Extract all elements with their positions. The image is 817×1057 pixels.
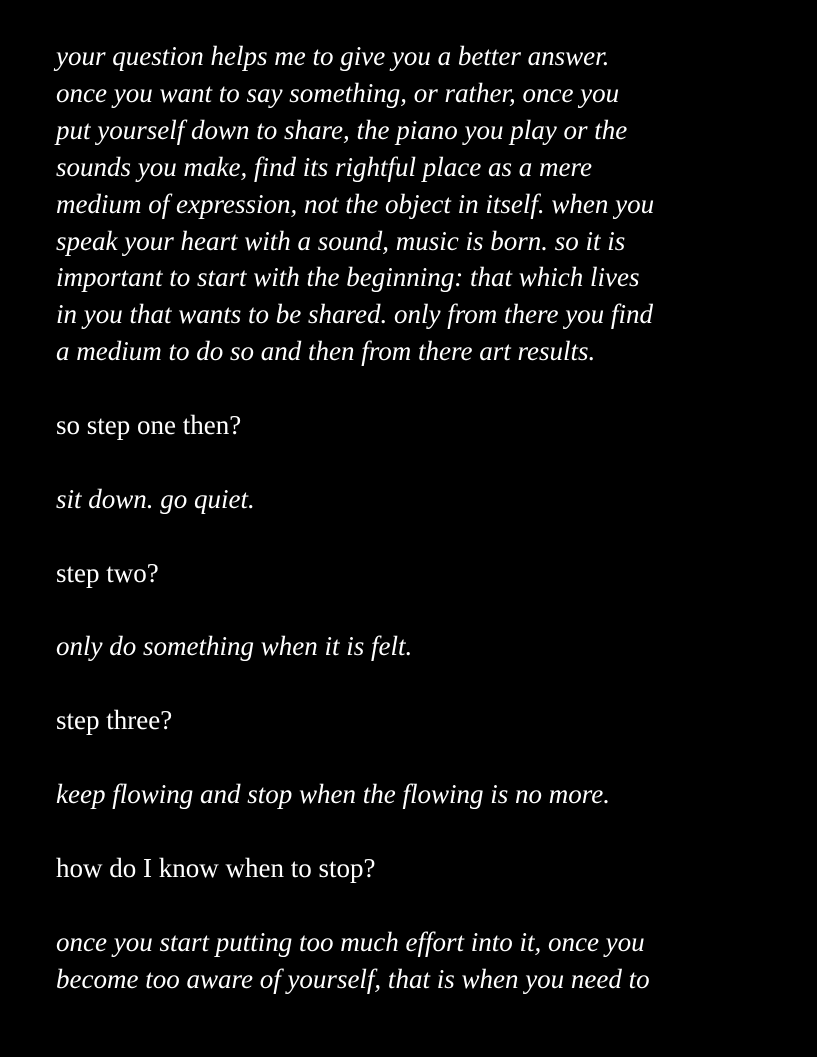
paragraph-gap xyxy=(56,739,796,776)
text-line: put yourself down to share, the piano you play or the xyxy=(56,114,628,145)
paragraph-gap xyxy=(56,813,796,850)
text-line: speak your heart with a sound, music is born. so it is xyxy=(56,225,626,256)
paragraph-gap xyxy=(56,665,796,702)
text-line: become too aware of yourself, that is when you need to xyxy=(56,963,650,994)
answer-paragraph-1 xyxy=(56,38,796,370)
question-step-two: step two? xyxy=(56,557,159,588)
question-when-to-stop: how do I know when to stop? xyxy=(56,852,376,883)
text-line: a medium to do so and then from there art results. xyxy=(56,336,596,367)
paragraph-gap xyxy=(56,592,796,629)
answer-step-one: sit down. go quiet. xyxy=(56,483,255,514)
text-line: your question helps me to give you a better answer. xyxy=(56,41,610,71)
text-line: sounds you make, find its rightful place as a mere xyxy=(56,151,592,182)
answer-step-two: only do something when it is felt. xyxy=(56,631,413,662)
paragraph-gap xyxy=(56,518,796,555)
paragraph-gap xyxy=(56,370,796,407)
text-line: once you start putting too much effort into it, once you xyxy=(56,926,645,957)
text-line: medium of expression, not the object in itself. when you xyxy=(56,188,655,219)
text-line: in you that wants to be shared. only from there you find xyxy=(56,299,653,330)
paragraph-gap xyxy=(56,887,796,924)
text-line: once you want to say something, or rather, once you xyxy=(56,77,620,108)
text-page xyxy=(56,38,796,997)
paragraph-gap xyxy=(56,444,796,481)
answer-when-to-stop xyxy=(56,924,796,998)
question-step-three: step three? xyxy=(56,705,173,736)
question-step-one: so step one then? xyxy=(56,410,242,441)
answer-step-three: keep flowing and stop when the flowing is no more. xyxy=(56,779,610,810)
text-line: important to start with the beginning: that which lives xyxy=(56,262,640,293)
